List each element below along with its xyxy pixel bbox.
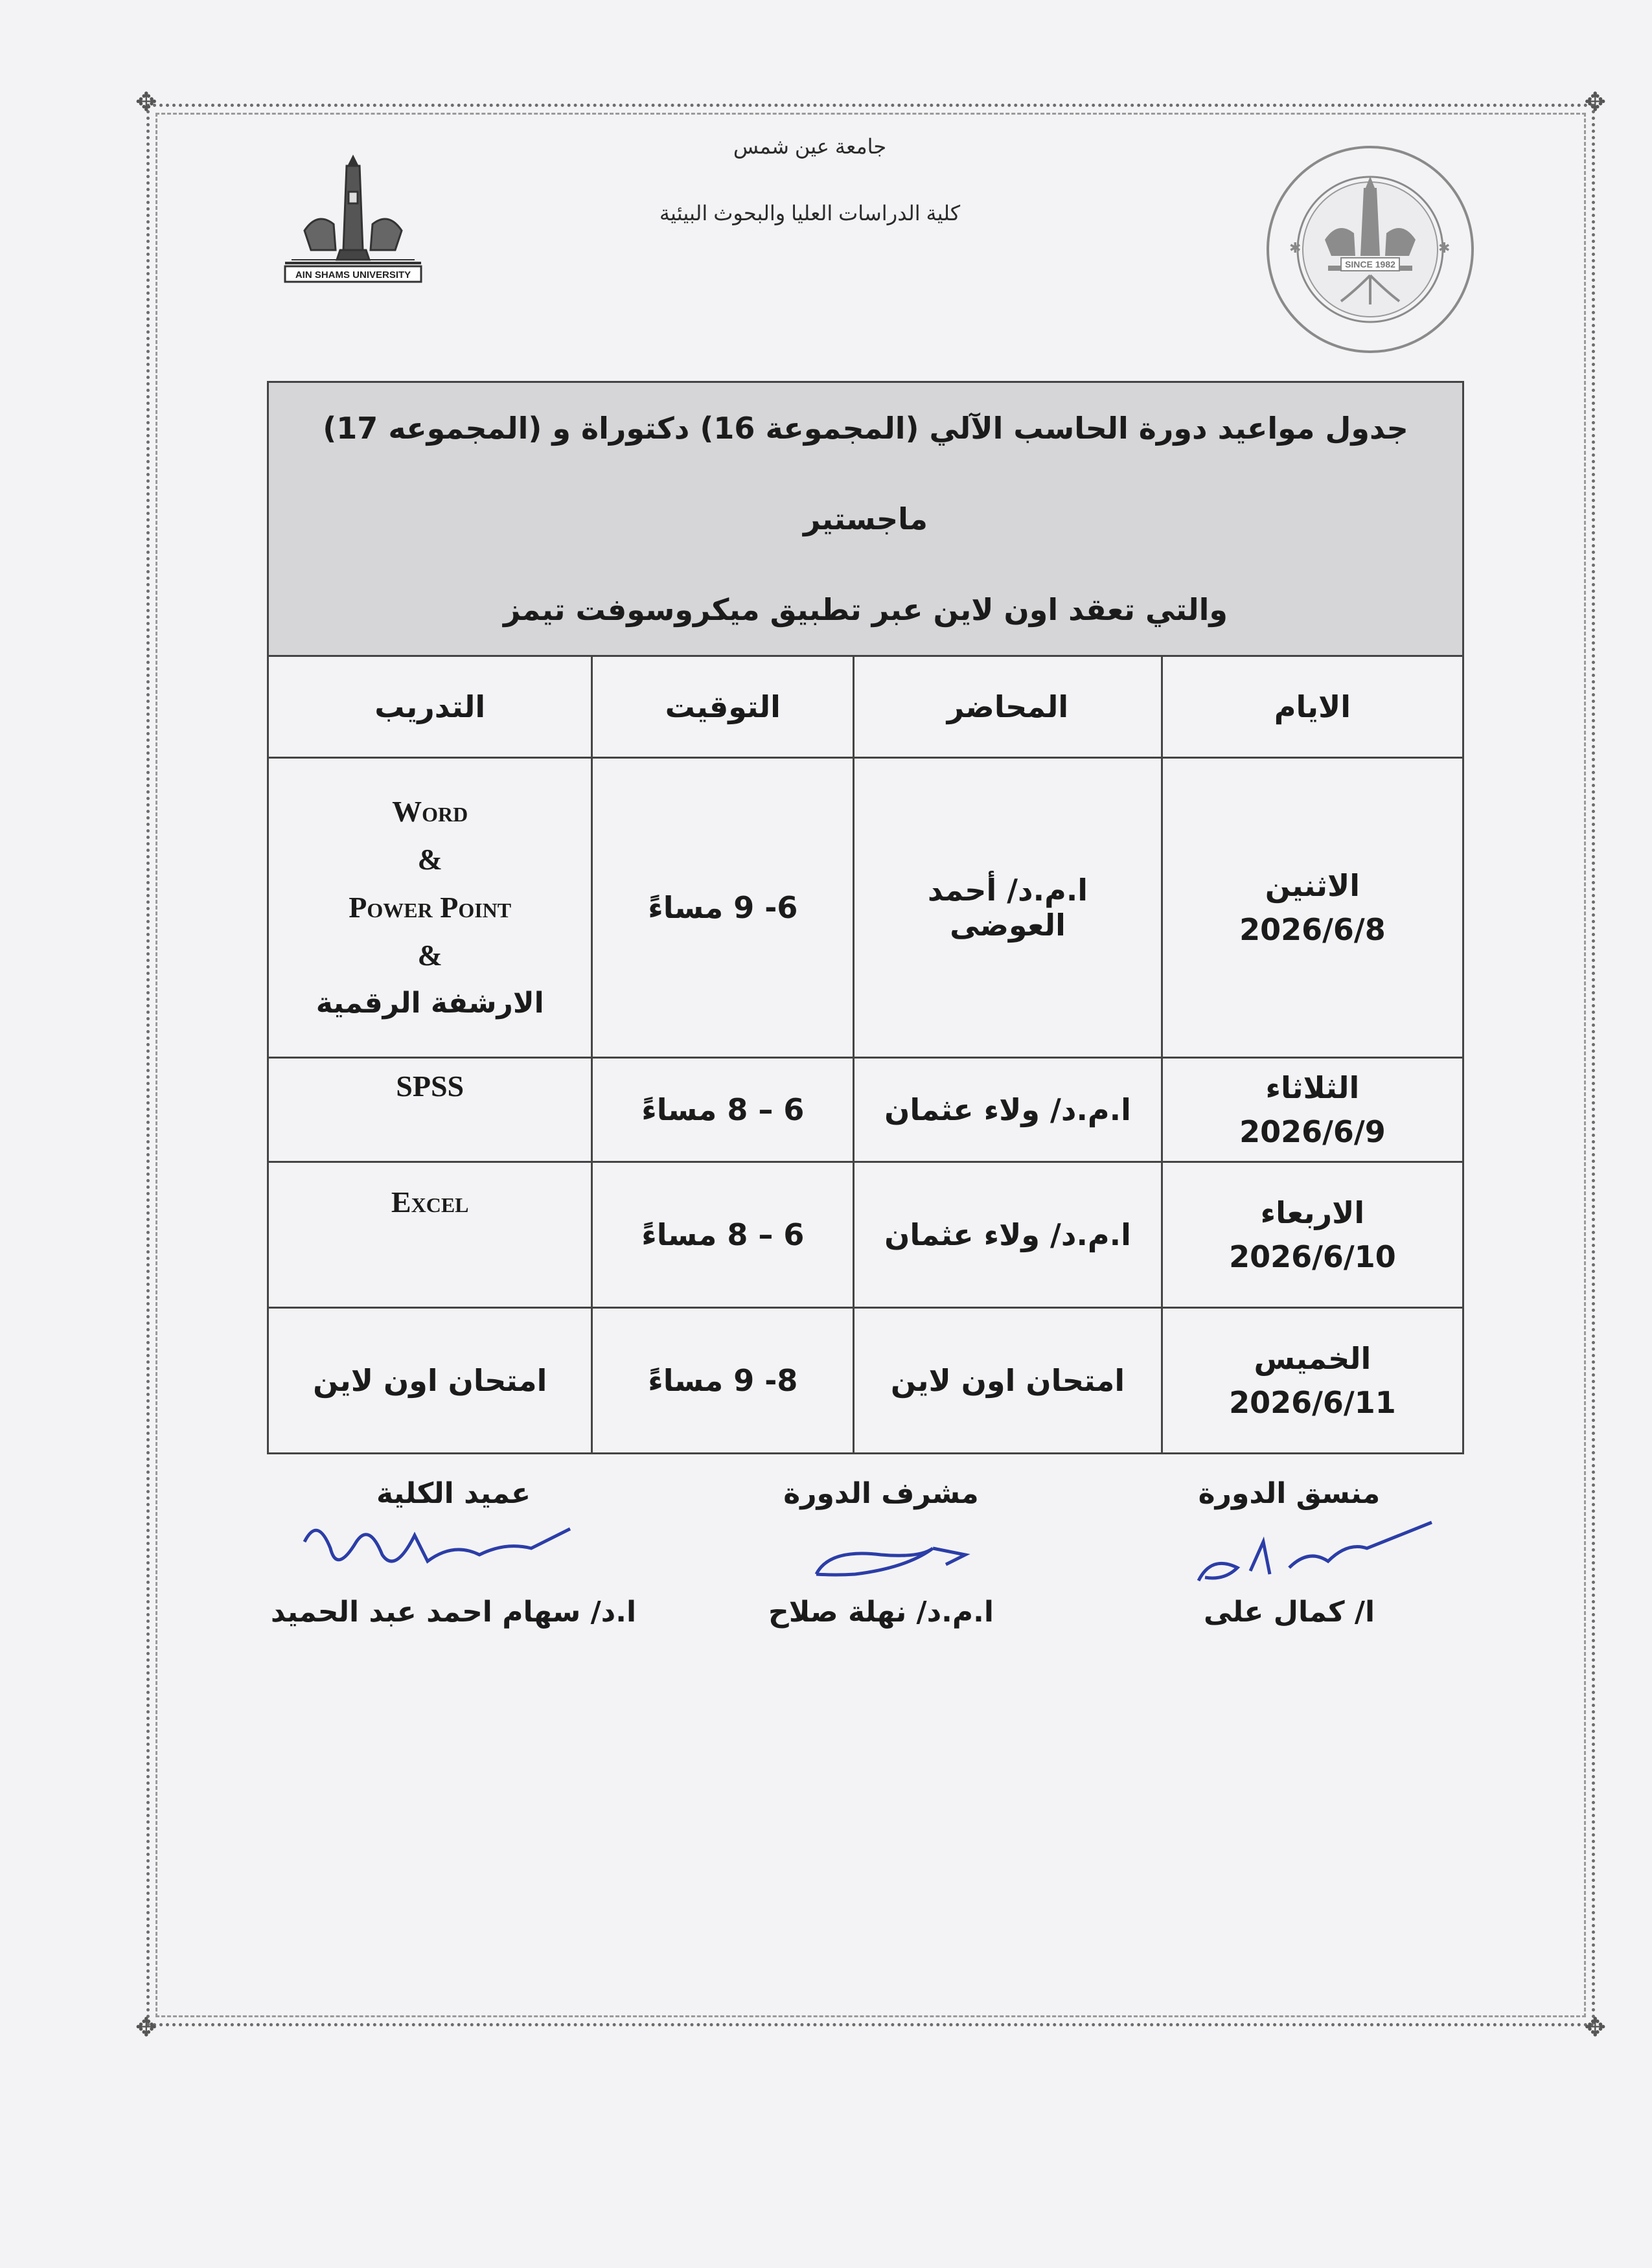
- day-name: الاثنين: [1265, 868, 1360, 903]
- training-line: Power Point: [349, 891, 512, 924]
- handwritten-signature-icon: [1095, 1503, 1484, 1587]
- table-row: [268, 1308, 1463, 1454]
- day-name: الثلاثاء: [1265, 1070, 1360, 1105]
- dean-name: ا.د/ سهام احمد عبد الحميد: [270, 1596, 637, 1629]
- training-line: &: [417, 939, 442, 972]
- training-cell: امتحان اون لاين: [268, 1308, 592, 1454]
- day-name: الخميس: [1254, 1341, 1371, 1376]
- day-date: 2026/6/10: [1229, 1239, 1396, 1274]
- day-date: 2026/6/11: [1229, 1385, 1396, 1420]
- time-cell: 6 – 8 مساءً: [592, 1058, 854, 1162]
- supervisor-name: ا.م.د/ نهلة صلاح: [768, 1596, 994, 1629]
- dean-title: عميد الكلية: [376, 1477, 531, 1510]
- training-line: Word: [392, 795, 468, 828]
- university-logo-icon: [279, 153, 428, 289]
- header-time: التوقيت: [592, 656, 854, 758]
- coordinator-title: منسق الدورة: [1198, 1477, 1381, 1510]
- table-row: [268, 1058, 1463, 1162]
- coordinator-name: ا/ كمال على: [1203, 1596, 1375, 1629]
- faculty-name: كلية الدراسات العليا والبحوث البيئية: [659, 201, 961, 225]
- table-row: [268, 1162, 1463, 1308]
- corner-ornament-icon: ✥: [135, 2013, 157, 2043]
- training-cell: Excel: [268, 1162, 592, 1308]
- training-cell: [268, 758, 592, 1058]
- training-line: الارشفة الرقمية: [315, 987, 544, 1020]
- day-cell: [1162, 758, 1463, 1058]
- table-title-line-1: جدول مواعيد دورة الحاسب الآلي (المجموعة 16) دكتوراة و (المجموعه 17) ماجستير: [323, 411, 1408, 536]
- time-cell: 6 – 8 مساءً: [592, 1162, 854, 1308]
- faculty-seal-icon: [1263, 143, 1477, 356]
- table-row: [268, 758, 1463, 1058]
- day-date: 2026/6/9: [1239, 1114, 1386, 1149]
- header-lecturer: المحاضر: [854, 656, 1162, 758]
- svg-text:AIN SHAMS UNIVERSITY: AIN SHAMS UNIVERSITY: [295, 269, 411, 281]
- coordinator-signature-block: [1095, 1477, 1484, 1629]
- lecturer-cell: ا.م.د/ ولاء عثمان: [854, 1162, 1162, 1308]
- schedule-table: [267, 381, 1464, 1454]
- table-title: [268, 382, 1463, 656]
- lecturer-cell: ا.م.د/ ولاء عثمان: [854, 1058, 1162, 1162]
- handwritten-signature-icon: [687, 1503, 1075, 1587]
- training-cell: SPSS: [268, 1058, 592, 1162]
- dean-signature-block: [259, 1477, 648, 1629]
- lecturer-cell: امتحان اون لاين: [854, 1308, 1162, 1454]
- table-header-row: [268, 656, 1463, 758]
- corner-ornament-icon: ✥: [1584, 87, 1606, 117]
- supervisor-title: مشرف الدورة: [783, 1477, 979, 1510]
- svg-text:SINCE 1982: SINCE 1982: [1345, 259, 1395, 269]
- day-cell: [1162, 1162, 1463, 1308]
- university-name: جامعة عين شمس: [733, 135, 887, 158]
- header-training: التدريب: [268, 656, 592, 758]
- time-cell: 8- 9 مساءً: [592, 1308, 854, 1454]
- corner-ornament-icon: ✥: [1584, 2013, 1606, 2043]
- lecturer-cell: ا.م.د/ أحمد العوضى: [854, 758, 1162, 1058]
- day-cell: [1162, 1058, 1463, 1162]
- time-cell: 6- 9 مساءً: [592, 758, 854, 1058]
- day-cell: [1162, 1308, 1463, 1454]
- handwritten-signature-icon: [259, 1503, 648, 1587]
- corner-ornament-icon: ✥: [135, 87, 157, 117]
- svg-text:✱: ✱: [1438, 240, 1451, 257]
- day-name: الاربعاء: [1260, 1195, 1365, 1230]
- svg-text:✱: ✱: [1289, 240, 1302, 257]
- header-days: الايام: [1162, 656, 1463, 758]
- training-line: &: [417, 843, 442, 876]
- table-title-line-2: والتي تعقد اون لاين عبر تطبيق ميكروسوفت تيمز: [503, 592, 1228, 627]
- day-date: 2026/6/8: [1239, 912, 1386, 947]
- supervisor-signature-block: [687, 1477, 1075, 1629]
